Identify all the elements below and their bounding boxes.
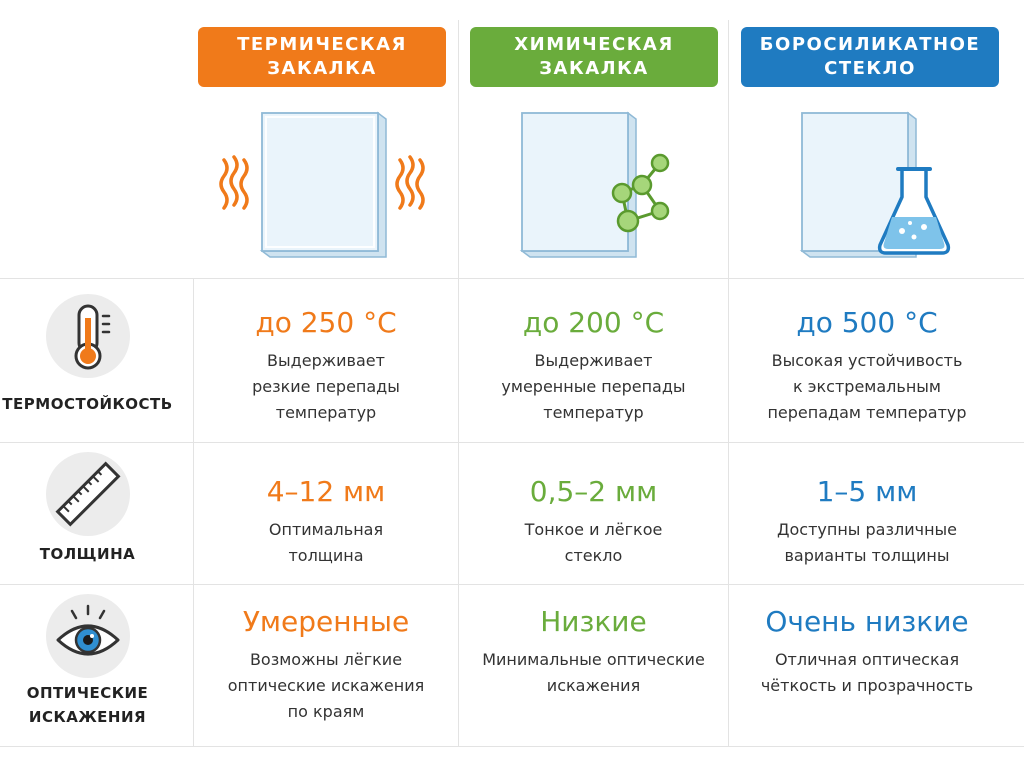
desc-line: Оптимальная xyxy=(268,520,384,539)
row-label-thickness xyxy=(0,542,175,566)
desc-line: искажения xyxy=(546,676,641,695)
value-text: до 250 °C xyxy=(255,306,397,339)
divider xyxy=(0,442,1024,443)
desc-line: Выдерживает xyxy=(534,351,653,370)
cell-optical-distortion-chemical xyxy=(459,605,728,699)
cell-thickness-thermal xyxy=(194,475,458,569)
value-text: до 500 °C xyxy=(796,306,938,339)
value-text: Умеренные xyxy=(242,605,410,638)
ruler-icon xyxy=(46,452,130,536)
desc-line: Минимальные оптические xyxy=(482,650,705,669)
column-header-line: ЗАКАЛКА xyxy=(539,58,649,79)
heat-waves-glass-icon xyxy=(210,105,440,265)
column-header-line: БОРОСИЛИКАТНОЕ xyxy=(759,34,981,55)
desc-line: варианты толщины xyxy=(784,546,950,565)
desc-line: температур xyxy=(275,403,377,422)
desc-line: умеренные перепады xyxy=(501,377,686,396)
column-header-line: СТЕКЛО xyxy=(824,58,916,79)
column-header-line: ЗАКАЛКА xyxy=(267,58,377,79)
cell-thickness-borosilicate xyxy=(729,475,1005,569)
divider xyxy=(0,278,1024,279)
cell-thermal-resistance-chemical xyxy=(459,306,728,426)
desc-line: перепадам температур xyxy=(767,403,967,422)
molecule-glass-icon xyxy=(510,105,690,265)
row-label-optical-distortion xyxy=(0,681,175,729)
row-label-line: ТЕРМОСТОЙКОСТЬ xyxy=(2,395,173,413)
value-text: Низкие xyxy=(540,605,647,638)
desc-line: к экстремальным xyxy=(792,377,941,396)
desc-line: оптические искажения xyxy=(227,676,425,695)
value-text: 0,5–2 мм xyxy=(529,475,658,508)
cell-optical-distortion-thermal xyxy=(194,605,458,725)
desc-line: Высокая устойчивость xyxy=(771,351,963,370)
column-header-chemical xyxy=(470,27,718,87)
cell-thermal-resistance-borosilicate xyxy=(729,306,1005,426)
column-header-line: ХИМИЧЕСКАЯ xyxy=(514,34,674,55)
value-text: Очень низкие xyxy=(765,605,969,638)
column-header-line: ТЕРМИЧЕСКАЯ xyxy=(237,34,407,55)
desc-line: температур xyxy=(543,403,644,422)
thermometer-icon xyxy=(46,294,130,378)
desc-line: чёткость и прозрачность xyxy=(760,676,974,695)
desc-line: стекло xyxy=(564,546,623,565)
cell-thickness-chemical xyxy=(459,475,728,569)
value-text: 4–12 мм xyxy=(266,475,386,508)
row-label-line: ИСКАЖЕНИЯ xyxy=(28,708,147,726)
divider xyxy=(0,746,1024,747)
desc-line: толщина xyxy=(288,546,364,565)
desc-line: резкие перепады xyxy=(252,377,400,396)
cell-thermal-resistance-thermal xyxy=(194,306,458,426)
desc-line: Доступны различные xyxy=(777,520,957,539)
value-text: 1–5 мм xyxy=(816,475,918,508)
desc-line: по краям xyxy=(287,702,365,721)
column-header-thermal xyxy=(198,27,446,87)
row-label-thermal-resistance xyxy=(0,392,175,416)
flask-glass-icon xyxy=(790,105,970,265)
cell-optical-distortion-borosilicate xyxy=(729,605,1005,699)
desc-line: Возможны лёгкие xyxy=(249,650,403,669)
desc-line: Отличная оптическая xyxy=(774,650,960,669)
row-label-line: ТОЛЩИНА xyxy=(39,545,136,563)
eye-icon xyxy=(46,594,130,678)
desc-line: Тонкое и лёгкое xyxy=(524,520,663,539)
value-text: до 200 °C xyxy=(522,306,665,339)
column-header-borosilicate xyxy=(741,27,999,87)
row-label-line: ОПТИЧЕСКИЕ xyxy=(26,684,149,702)
desc-line: Выдерживает xyxy=(267,351,385,370)
divider xyxy=(0,584,1024,585)
